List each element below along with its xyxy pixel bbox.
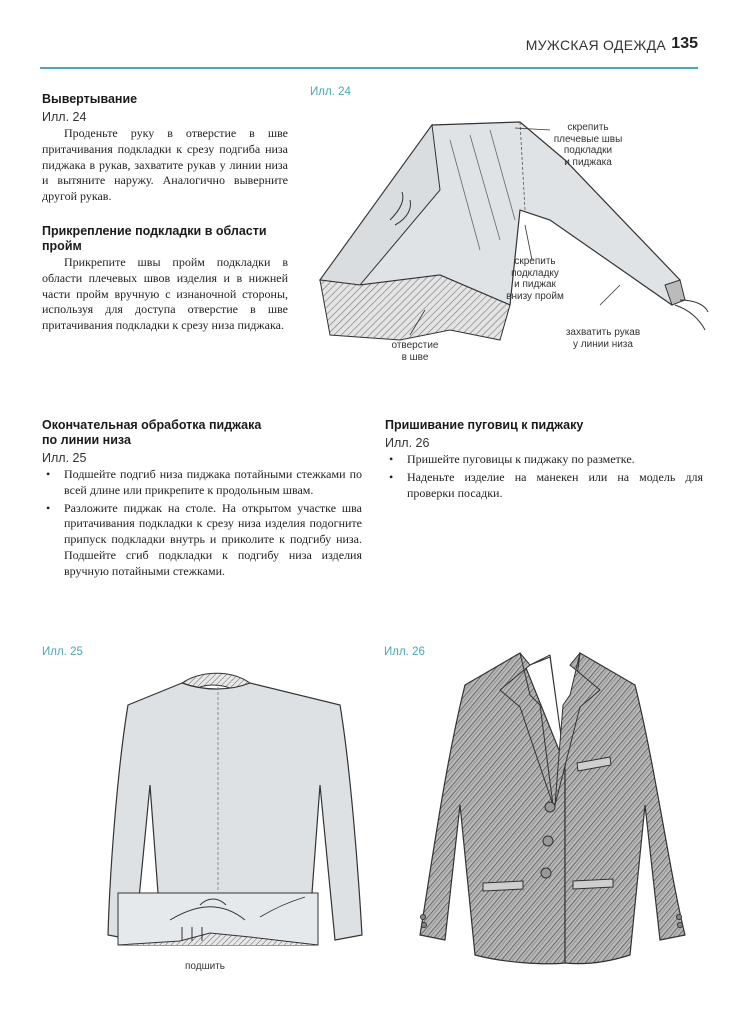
hem-bullets xyxy=(42,467,362,582)
heading-armholes-line2: пройм xyxy=(42,239,82,253)
heading-buttons: Пришивание пуговиц к пиджаку xyxy=(385,418,584,432)
ref-buttons: Илл. 26 xyxy=(385,436,430,450)
ref-hem: Илл. 25 xyxy=(42,451,87,465)
figure24-annot-armhole: скрепить подкладку и пиджак внизу пройм xyxy=(506,256,564,302)
ref-turning: Илл. 24 xyxy=(42,110,87,124)
buttons-bullet-2: • Наденьте изделие на манекен или на модель для проверки посадки. xyxy=(385,470,703,502)
figure25-label: Илл. 25 xyxy=(42,646,83,658)
figure24-annot-hole: отверстие в шве xyxy=(391,340,439,363)
figure25-annot-hem: подшить xyxy=(185,961,225,972)
heading-hem xyxy=(42,418,332,448)
hem-bullet-2: • Разложите пиджак на столе. На открытом участке шва притачивания подкладки к срезу низа изделия подогните припуск подкладки внутрь и приколите к подгибу низа. Подшейте сгиб подкладки к подгибу низа изделия вручную потайными стежками. xyxy=(42,501,362,580)
figure24-illustration xyxy=(300,100,710,365)
figure24-label: Илл. 24 xyxy=(310,86,351,98)
heading-armholes-line1: Прикрепление подкладки в области xyxy=(42,224,267,238)
text-armholes: Прикрепите швы пройм подкладки в области плечевых швов изделия и в нижней части пройм вручную с изнаночной стороны, используя для доступа отверстие в шве притачивания подкладки к срезу низа пиджака. xyxy=(42,255,288,333)
page-number: 135 xyxy=(671,35,698,52)
page-header xyxy=(0,0,736,70)
figure25-illustration xyxy=(100,665,370,965)
buttons-bullet-1: • Пришейте пуговицы к пиджаку по разметке. xyxy=(385,452,703,468)
hem-bullet-1: • Подшейте подгиб низа пиджака потайными стежками по всей длине или прикрепите к продольным швам. xyxy=(42,467,362,499)
heading-armholes xyxy=(42,224,292,254)
buttons-bullets xyxy=(385,452,703,503)
heading-hem-line2: по линии низа xyxy=(42,433,131,447)
header-rule xyxy=(40,67,698,69)
text-turning: Проденьте руку в отверстие в шве притачивания подкладки к срезу подгиба низа пиджака в рукав, захватите рукав у линии низа и вытяните наружу. Аналогично выверните другой рукав. xyxy=(42,126,288,204)
running-title: МУЖСКАЯ ОДЕЖДА xyxy=(525,37,666,53)
figure24-annot-shoulder: скрепить плечевые швы подкладки и пиджака xyxy=(553,122,623,168)
heading-turning: Вывертывание xyxy=(42,92,138,106)
figure26-label: Илл. 26 xyxy=(384,646,425,658)
figure24-annot-sleeve: захватить рукав у линии низа xyxy=(565,327,641,350)
figure26-illustration xyxy=(405,645,705,970)
heading-hem-line1: Окончательная обработка пиджака xyxy=(42,418,262,432)
